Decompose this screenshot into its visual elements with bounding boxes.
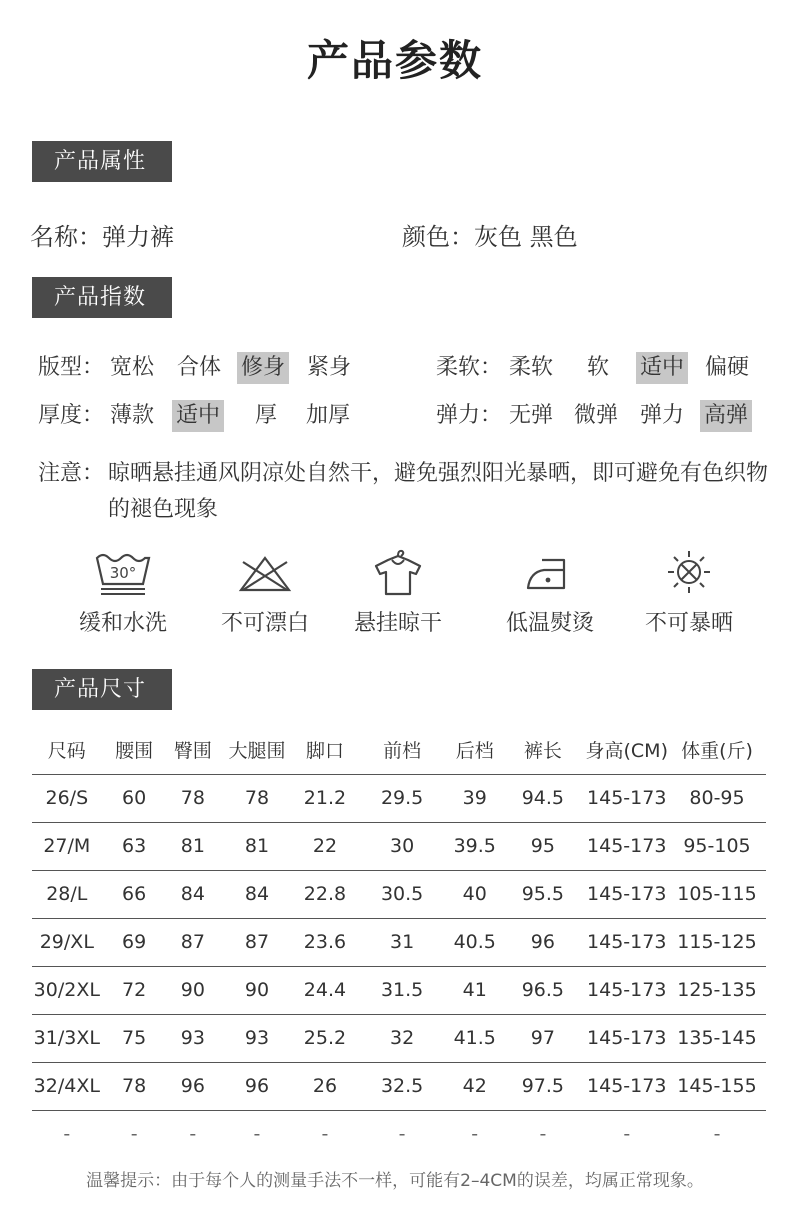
cell: 23.6 (295, 918, 355, 966)
care-item-wash (53, 548, 193, 637)
elasticity-option-selected: 高弹 (700, 400, 752, 432)
cell: 94.5 (500, 774, 585, 822)
cell: 78 (102, 1062, 167, 1110)
cell: 96 (500, 918, 585, 966)
wash-temp: 30° (109, 564, 137, 582)
cell: 39.5 (449, 822, 500, 870)
cell: 21.2 (295, 774, 355, 822)
table-row-empty (32, 1110, 766, 1158)
cell: 87 (219, 918, 295, 966)
cell: 81 (167, 822, 219, 870)
section-tag-size: 产品尺寸 (32, 669, 172, 710)
cell: 90 (219, 966, 295, 1014)
cell: 30 (355, 822, 449, 870)
thickness-option: 加厚 (306, 403, 351, 428)
table-row (32, 966, 766, 1014)
cell: 69 (102, 918, 167, 966)
cell: 42 (449, 1062, 500, 1110)
cell: 95.5 (500, 870, 585, 918)
cell: 145-173 (586, 918, 669, 966)
attribute-color (402, 217, 578, 252)
cell: 72 (102, 966, 167, 1014)
cell: 84 (219, 870, 295, 918)
low-iron-icon (520, 548, 580, 596)
cell: 41.5 (449, 1014, 500, 1062)
fit-option: 紧身 (307, 355, 352, 380)
cell: 66 (102, 870, 167, 918)
cell: 25.2 (295, 1014, 355, 1062)
cell: 97.5 (500, 1062, 585, 1110)
index-elasticity-row (436, 400, 776, 432)
elasticity-option: 无弹 (509, 403, 554, 428)
cell: 84 (167, 870, 219, 918)
cell: 40 (449, 870, 500, 918)
cell: 41 (449, 966, 500, 1014)
care-label: 低温熨烫 (505, 611, 594, 636)
section-tag-attributes: 产品属性 (32, 141, 172, 182)
cell: 115-125 (668, 918, 766, 966)
cell: 63 (102, 822, 167, 870)
hang-dry-icon (368, 548, 428, 596)
care-label: 不可漂白 (220, 611, 309, 636)
cell: 96 (219, 1062, 295, 1110)
cell: - (130, 1123, 138, 1146)
cell: 145-173 (586, 774, 669, 822)
cell: 87 (167, 918, 219, 966)
cell: 27/M (32, 822, 102, 870)
header-size: 尺码 (32, 726, 102, 774)
name-label: 名称： (30, 223, 102, 251)
section-tag-index: 产品指数 (32, 277, 172, 318)
fit-option-selected: 修身 (237, 352, 289, 384)
cell: 105-115 (668, 870, 766, 918)
table-row (32, 774, 766, 822)
color-value: 灰色 黑色 (474, 223, 578, 251)
cell: 125-135 (668, 966, 766, 1014)
cell: 145-155 (668, 1062, 766, 1110)
cell: 93 (219, 1014, 295, 1062)
cell: 29.5 (355, 774, 449, 822)
softness-option: 柔软 (509, 355, 554, 380)
cell: 32.5 (355, 1062, 449, 1110)
cell: 96.5 (500, 966, 585, 1014)
cell: 31 (355, 918, 449, 966)
cell: 32/4XL (32, 1062, 102, 1110)
cell: 80-95 (668, 774, 766, 822)
cell: - (63, 1123, 71, 1146)
table-row (32, 1062, 766, 1110)
header-waist: 腰围 (102, 726, 167, 774)
name-value: 弹力裤 (102, 223, 174, 251)
thickness-label: 厚度： (38, 403, 105, 428)
cell: 145-173 (586, 966, 669, 1014)
wash-30-icon (93, 548, 153, 596)
cell: 31/3XL (32, 1014, 102, 1062)
care-label: 悬挂晾干 (353, 611, 442, 636)
cell: 32 (355, 1014, 449, 1062)
cell: 29/XL (32, 918, 102, 966)
care-item-hang (328, 548, 468, 637)
cell: 60 (102, 774, 167, 822)
note-label: 注意： (38, 461, 105, 486)
cell: 145-173 (586, 870, 669, 918)
table-header-row (32, 726, 766, 774)
cell: 78 (167, 774, 219, 822)
cell: - (539, 1123, 547, 1146)
header-thigh: 大腿围 (219, 726, 295, 774)
table-row (32, 918, 766, 966)
header-weight: 体重(斤) (668, 726, 766, 774)
care-item-sun (619, 548, 759, 637)
header-height: 身高(CM) (586, 726, 669, 774)
cell: 78 (219, 774, 295, 822)
cell: 75 (102, 1014, 167, 1062)
care-label: 缓和水洗 (78, 611, 167, 636)
no-sun-icon (659, 548, 719, 596)
cell: 145-173 (586, 822, 669, 870)
index-softness-row (436, 352, 776, 384)
cell: 31.5 (355, 966, 449, 1014)
cell: 95-105 (668, 822, 766, 870)
cell: - (471, 1123, 479, 1146)
cell: 22.8 (295, 870, 355, 918)
index-thickness-row (38, 400, 398, 432)
elasticity-label: 弹力： (436, 403, 503, 428)
cell: 90 (167, 966, 219, 1014)
cell: 30.5 (355, 870, 449, 918)
cell: - (623, 1123, 631, 1146)
care-item-bleach (195, 548, 335, 637)
header-back-rise: 后档 (449, 726, 500, 774)
softness-option: 偏硬 (705, 355, 750, 380)
cell: 145-173 (586, 1014, 669, 1062)
table-row (32, 870, 766, 918)
header-hem: 脚口 (295, 726, 355, 774)
header-hip: 臀围 (167, 726, 219, 774)
size-table (32, 726, 766, 1158)
cell: 40.5 (449, 918, 500, 966)
page-title: 产品参数 (306, 36, 483, 85)
table-row (32, 822, 766, 870)
cell: 39 (449, 774, 500, 822)
cell: 96 (167, 1062, 219, 1110)
cell: 24.4 (295, 966, 355, 1014)
cell: 95 (500, 822, 585, 870)
note-text: 晾晒悬挂通风阴凉处自然干，避免强烈阳光暴晒，即可避免有色织物的褪色现象 (108, 461, 769, 522)
cell: - (321, 1123, 329, 1146)
softness-option: 软 (587, 355, 610, 380)
softness-label: 柔软： (436, 355, 503, 380)
cell: 26/S (32, 774, 102, 822)
header-front-rise: 前档 (355, 726, 449, 774)
cell: - (253, 1123, 261, 1146)
table-row (32, 1014, 766, 1062)
cell: 81 (219, 822, 295, 870)
cell: 145-173 (586, 1062, 669, 1110)
fit-option: 宽松 (110, 355, 155, 380)
color-label: 颜色： (402, 223, 474, 251)
cell: 22 (295, 822, 355, 870)
cell: 97 (500, 1014, 585, 1062)
cell: 93 (167, 1014, 219, 1062)
cell: 26 (295, 1062, 355, 1110)
no-bleach-icon (235, 548, 295, 596)
elasticity-option: 微弹 (574, 403, 619, 428)
cell: - (189, 1123, 197, 1146)
thickness-option: 薄款 (110, 403, 155, 428)
cell: - (713, 1123, 721, 1146)
index-fit-row (38, 352, 398, 384)
fit-label: 版型： (38, 355, 105, 380)
thickness-option: 厚 (255, 403, 278, 428)
cell: 135-145 (668, 1014, 766, 1062)
cell: 28/L (32, 870, 102, 918)
fit-option: 合体 (177, 355, 222, 380)
header-length: 裤长 (500, 726, 585, 774)
cell: - (398, 1123, 406, 1146)
care-item-iron (480, 548, 620, 637)
footer-tip: 温馨提示：由于每个人的测量手法不一样，可能有2–4CM的误差，均属正常现象。 (86, 1171, 704, 1191)
elasticity-option: 弹力 (640, 403, 685, 428)
care-label: 不可暴晒 (644, 611, 733, 636)
cell: 30/2XL (32, 966, 102, 1014)
thickness-option-selected: 适中 (172, 400, 224, 432)
attribute-name (30, 217, 174, 252)
softness-option-selected: 适中 (636, 352, 688, 384)
